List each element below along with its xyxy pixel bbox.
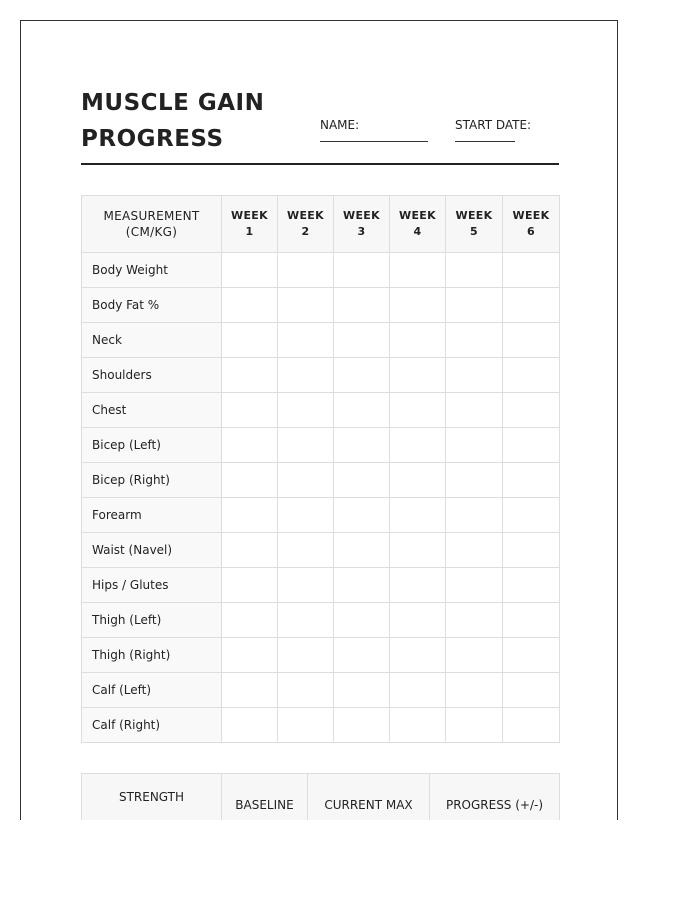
week-1-header [222, 196, 278, 253]
row-label: Shoulders [82, 358, 222, 393]
name-field[interactable] [320, 117, 428, 142]
entry-cell[interactable] [503, 708, 560, 743]
strength-column-header [82, 774, 222, 821]
entry-cell[interactable] [503, 533, 560, 568]
entry-cell[interactable] [278, 603, 334, 638]
entry-cell[interactable] [278, 463, 334, 498]
table-row [82, 288, 560, 323]
row-label: Neck [82, 323, 222, 358]
entry-cell[interactable] [222, 393, 278, 428]
entry-cell[interactable] [222, 533, 278, 568]
name-input-line[interactable] [320, 141, 428, 142]
entry-cell[interactable] [222, 428, 278, 463]
entry-cell[interactable] [334, 288, 390, 323]
entry-cell[interactable] [390, 393, 446, 428]
entry-cell[interactable] [222, 603, 278, 638]
entry-cell[interactable] [278, 673, 334, 708]
entry-cell[interactable] [390, 708, 446, 743]
entry-cell[interactable] [222, 358, 278, 393]
week-number: 1 [245, 225, 254, 238]
table-row [82, 498, 560, 533]
entry-cell[interactable] [390, 323, 446, 358]
entry-cell[interactable] [334, 463, 390, 498]
row-label: Forearm [82, 498, 222, 533]
entry-cell[interactable] [222, 568, 278, 603]
entry-cell[interactable] [334, 393, 390, 428]
title-line-1: MUSCLE GAIN [81, 90, 265, 116]
entry-cell[interactable] [278, 323, 334, 358]
table-row [82, 323, 560, 358]
entry-cell[interactable] [503, 288, 560, 323]
start-date-label: START DATE: [455, 118, 532, 132]
entry-cell[interactable] [446, 393, 503, 428]
progress-header-label: PROGRESS (+/-) [445, 798, 544, 812]
entry-cell[interactable] [503, 323, 560, 358]
row-label: Bicep (Left) [82, 428, 222, 463]
entry-cell[interactable] [446, 463, 503, 498]
start-date-field[interactable] [455, 117, 532, 142]
entry-cell[interactable] [390, 463, 446, 498]
name-label: NAME: [320, 118, 360, 132]
week-label: WEEK [287, 209, 324, 222]
entry-cell[interactable] [446, 323, 503, 358]
entry-cell[interactable] [390, 358, 446, 393]
week-label: WEEK [399, 209, 436, 222]
table-row [82, 463, 560, 498]
entry-cell[interactable] [222, 708, 278, 743]
entry-cell[interactable] [390, 533, 446, 568]
baseline-column-header [222, 774, 308, 821]
entry-cell[interactable] [222, 498, 278, 533]
entry-cell[interactable] [503, 673, 560, 708]
entry-cell[interactable] [222, 463, 278, 498]
entry-cell[interactable] [503, 463, 560, 498]
entry-cell[interactable] [334, 673, 390, 708]
table-row [82, 393, 560, 428]
entry-cell[interactable] [334, 253, 390, 288]
entry-cell[interactable] [334, 708, 390, 743]
row-label: Thigh (Right) [82, 638, 222, 673]
entry-cell[interactable] [390, 253, 446, 288]
entry-cell[interactable] [278, 533, 334, 568]
measurement-header-line-1: MEASUREMENT [103, 209, 200, 223]
table-row [82, 673, 560, 708]
page-title [81, 85, 291, 157]
entry-cell[interactable] [503, 358, 560, 393]
entry-cell[interactable] [446, 498, 503, 533]
measurement-table [81, 195, 560, 743]
entry-cell[interactable] [390, 428, 446, 463]
week-label: WEEK [231, 209, 268, 222]
row-label: Body Fat % [82, 288, 222, 323]
week-number: 5 [470, 225, 478, 238]
measurement-header-row [82, 196, 560, 253]
row-label: Chest [82, 393, 222, 428]
week-4-header [390, 196, 446, 253]
entry-cell[interactable] [446, 533, 503, 568]
entry-cell[interactable] [278, 568, 334, 603]
entry-cell[interactable] [278, 358, 334, 393]
table-row [82, 358, 560, 393]
entry-cell[interactable] [334, 358, 390, 393]
entry-cell[interactable] [390, 498, 446, 533]
week-number: 6 [527, 225, 535, 238]
table-row [82, 603, 560, 638]
table-row [82, 568, 560, 603]
week-label: WEEK [343, 209, 380, 222]
progress-column-header [430, 774, 560, 821]
entry-cell[interactable] [446, 428, 503, 463]
week-label: WEEK [455, 209, 493, 222]
entry-cell[interactable] [446, 673, 503, 708]
entry-cell[interactable] [334, 323, 390, 358]
measurement-header-line-2: (CM/KG) [125, 225, 178, 239]
table-row [82, 533, 560, 568]
entry-cell[interactable] [278, 708, 334, 743]
title-line-2: PROGRESS [81, 126, 224, 152]
table-row [82, 428, 560, 463]
entry-cell[interactable] [503, 568, 560, 603]
row-label: Waist (Navel) [82, 533, 222, 568]
week-label: WEEK [512, 209, 550, 222]
entry-cell[interactable] [222, 323, 278, 358]
entry-cell[interactable] [278, 393, 334, 428]
entry-cell[interactable] [278, 638, 334, 673]
baseline-header-label: BASELINE [235, 798, 294, 812]
entry-cell[interactable] [503, 428, 560, 463]
table-row [82, 638, 560, 673]
strength-header-row [82, 774, 560, 821]
entry-cell[interactable] [446, 288, 503, 323]
week-number: 3 [357, 225, 366, 238]
row-label: Body Weight [82, 253, 222, 288]
entry-cell[interactable] [446, 568, 503, 603]
current-max-header-label: CURRENT MAX [324, 798, 413, 812]
entry-cell[interactable] [446, 603, 503, 638]
strength-header-label: STRENGTH [118, 790, 185, 804]
week-5-header [446, 196, 503, 253]
table-row [82, 708, 560, 743]
entry-cell[interactable] [278, 428, 334, 463]
entry-cell[interactable] [503, 498, 560, 533]
entry-cell[interactable] [390, 568, 446, 603]
entry-cell[interactable] [390, 603, 446, 638]
week-3-header [334, 196, 390, 253]
row-label: Hips / Glutes [82, 568, 222, 603]
entry-cell[interactable] [503, 603, 560, 638]
entry-cell[interactable] [390, 638, 446, 673]
worksheet-page [20, 20, 618, 820]
entry-cell[interactable] [503, 253, 560, 288]
entry-cell[interactable] [334, 428, 390, 463]
entry-cell[interactable] [334, 533, 390, 568]
entry-cell[interactable] [278, 498, 334, 533]
row-label: Calf (Right) [82, 708, 222, 743]
row-label: Thigh (Left) [82, 603, 222, 638]
week-number: 2 [301, 225, 310, 238]
entry-cell[interactable] [334, 568, 390, 603]
entry-cell[interactable] [278, 253, 334, 288]
worksheet-header [81, 83, 559, 165]
table-row [82, 253, 560, 288]
row-label: Calf (Left) [82, 673, 222, 708]
week-6-header [503, 196, 560, 253]
entry-cell[interactable] [446, 358, 503, 393]
entry-cell[interactable] [446, 638, 503, 673]
entry-cell[interactable] [278, 288, 334, 323]
entry-cell[interactable] [390, 288, 446, 323]
strength-table [81, 773, 560, 820]
measurement-column-header [82, 196, 222, 253]
entry-cell[interactable] [334, 638, 390, 673]
entry-cell[interactable] [222, 673, 278, 708]
entry-cell[interactable] [446, 253, 503, 288]
row-label: Bicep (Right) [82, 463, 222, 498]
entry-cell[interactable] [334, 498, 390, 533]
entry-cell[interactable] [446, 708, 503, 743]
entry-cell[interactable] [222, 288, 278, 323]
entry-cell[interactable] [334, 603, 390, 638]
measurement-body [82, 253, 560, 743]
current-max-column-header [308, 774, 430, 821]
entry-cell[interactable] [222, 253, 278, 288]
start-date-input-line[interactable] [455, 141, 515, 142]
entry-cell[interactable] [390, 673, 446, 708]
week-2-header [278, 196, 334, 253]
week-number: 4 [413, 225, 422, 238]
entry-cell[interactable] [503, 393, 560, 428]
entry-cell[interactable] [222, 638, 278, 673]
entry-cell[interactable] [503, 638, 560, 673]
